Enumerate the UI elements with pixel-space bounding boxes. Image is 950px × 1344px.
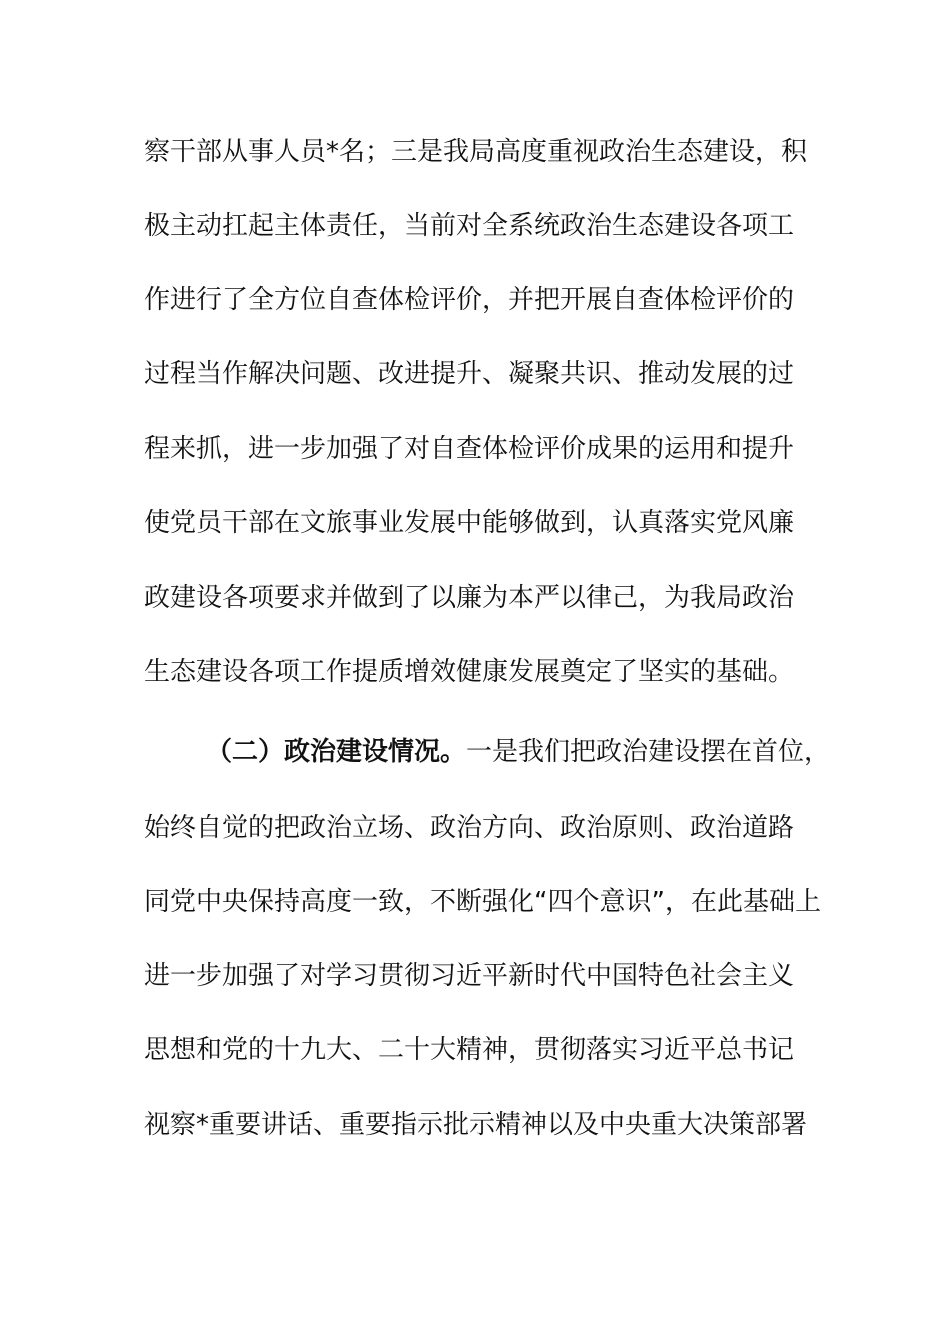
paragraph-1-line-5: 程来抓，进一步加强了对自查体检评价成果的运用和提升 [144,434,795,464]
paragraph-2-line-3: 同党中央保持高度一致，不断强化“四个意识”，在此基础上 [144,887,821,917]
paragraph-1-line-1: 察干部从事人员*名；三是我局高度重视政治生态建设，积 [144,137,808,167]
paragraph-1-line-6: 使党员干部在文旅事业发展中能够做到，认真落实党风廉 [144,508,795,538]
paragraph-2-line-2: 始终自觉的把政治立场、政治方向、政治原则、政治道路 [144,813,795,843]
paragraph-1-line-7: 政建设各项要求并做到了以廉为本严以律己，为我局政治 [144,583,795,613]
paragraph-1-line-2: 极主动扛起主体责任，当前对全系统政治生态建设各项工 [144,211,795,241]
paragraph-2-line-5: 思想和党的十九大、二十大精神，贯彻落实习近平总书记 [144,1035,795,1065]
paragraph-1-line-8: 生态建设各项工作提质增效健康发展奠定了坚实的基础。 [144,657,795,687]
section-heading-continuation: 一是我们把政治建设摆在首位， [466,737,831,767]
paragraph-2-line-6: 视察*重要讲话、重要指示批示精神以及中央重大决策部署 [144,1110,808,1140]
paragraph-2-line-1 [206,732,830,772]
paragraph-2-line-4: 进一步加强了对学习贯彻习近平新时代中国特色社会主义 [144,961,795,991]
paragraph-1-line-3: 作进行了全方位自查体检评价，并把开展自查体检评价的 [144,285,795,315]
section-heading: （二）政治建设情况。 [206,737,467,767]
paragraph-1-line-4: 过程当作解决问题、改进提升、凝聚共识、推动发展的过 [144,359,795,389]
